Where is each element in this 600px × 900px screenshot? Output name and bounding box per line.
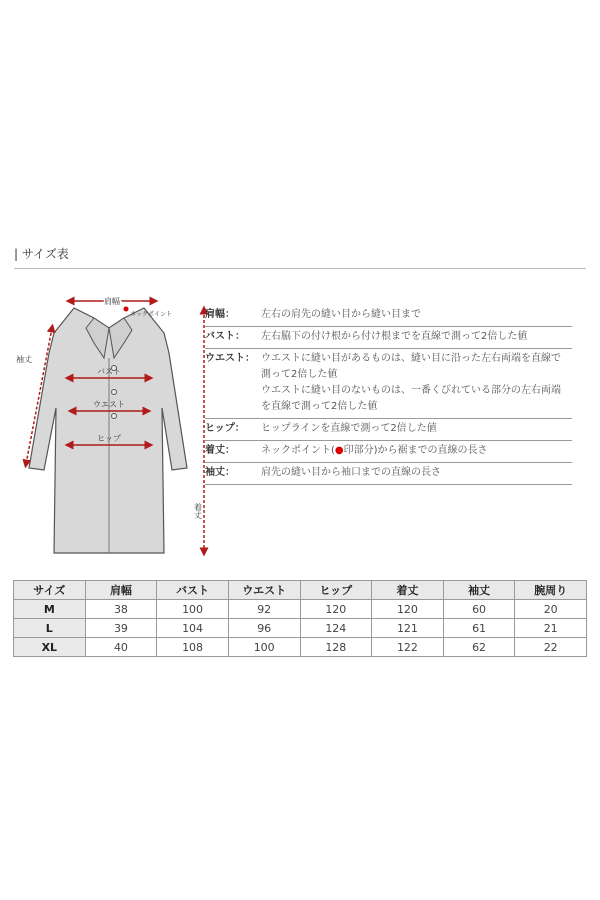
coat-illustration bbox=[29, 308, 187, 553]
red-dot-icon: ● bbox=[334, 445, 344, 456]
definition-line: を直線で測って2倍した値 bbox=[261, 401, 378, 412]
value-cell: 100 bbox=[157, 600, 229, 619]
title-divider bbox=[14, 268, 586, 269]
length-label: 着丈 bbox=[193, 503, 203, 519]
coat-diagram bbox=[14, 288, 210, 563]
definition-line: 測って2倍した値 bbox=[261, 369, 338, 380]
value-cell: 62 bbox=[443, 638, 515, 657]
definition-row bbox=[205, 463, 572, 485]
header-cell: サイズ bbox=[14, 581, 86, 600]
definition-term: 肩幅： bbox=[205, 309, 235, 320]
size-table-header bbox=[14, 581, 587, 600]
value-cell: 124 bbox=[300, 619, 372, 638]
definition-row bbox=[205, 327, 572, 349]
definition-text: 左右の肩先の縫い目から縫い目まで bbox=[261, 309, 421, 320]
value-cell: 96 bbox=[228, 619, 300, 638]
definition-term: ウエスト： bbox=[205, 353, 255, 364]
hip-label: ヒップ bbox=[97, 434, 121, 443]
size-cell: L bbox=[14, 619, 86, 638]
value-cell: 120 bbox=[300, 600, 372, 619]
definition-text: 左右脇下の付け根から付け根までを直線で測って2倍した値 bbox=[261, 331, 528, 342]
value-cell: 120 bbox=[372, 600, 444, 619]
definition-term: 着丈： bbox=[205, 445, 235, 456]
value-cell: 122 bbox=[372, 638, 444, 657]
neck-point-label: ネックポイント bbox=[130, 311, 173, 318]
value-cell: 22 bbox=[515, 638, 587, 657]
value-cell: 61 bbox=[443, 619, 515, 638]
value-cell: 38 bbox=[85, 600, 157, 619]
header-cell: 袖丈 bbox=[443, 581, 515, 600]
sleeve-label: 袖丈 bbox=[16, 355, 32, 364]
value-cell: 40 bbox=[85, 638, 157, 657]
definition-row bbox=[205, 305, 572, 327]
size-cell: XL bbox=[14, 638, 86, 657]
waist-label: ウエスト bbox=[93, 400, 125, 409]
header-cell: 腕周り bbox=[515, 581, 587, 600]
definition-row bbox=[205, 349, 572, 419]
value-cell: 21 bbox=[515, 619, 587, 638]
value-cell: 108 bbox=[157, 638, 229, 657]
value-cell: 92 bbox=[228, 600, 300, 619]
table-row bbox=[14, 638, 587, 657]
header-cell: ウエスト bbox=[228, 581, 300, 600]
definition-row bbox=[205, 441, 572, 463]
measurement-definitions bbox=[205, 305, 572, 485]
header-cell: 肩幅 bbox=[85, 581, 157, 600]
definition-text bbox=[261, 351, 572, 415]
section-title: | サイズ表 bbox=[14, 247, 69, 261]
table-row bbox=[14, 619, 587, 638]
definition-text-post: 印部分)から裾までの直線の長さ bbox=[343, 445, 488, 456]
header-cell: ヒップ bbox=[300, 581, 372, 600]
size-cell: M bbox=[14, 600, 86, 619]
bust-label: バスト bbox=[97, 367, 121, 376]
shoulder-label: 肩幅 bbox=[104, 297, 120, 306]
value-cell: 60 bbox=[443, 600, 515, 619]
value-cell: 20 bbox=[515, 600, 587, 619]
definition-text: ヒップラインを直線で測って2倍した値 bbox=[261, 423, 437, 434]
definition-term: 袖丈： bbox=[205, 467, 235, 478]
definition-row bbox=[205, 419, 572, 441]
size-table bbox=[13, 580, 587, 657]
definition-text-pre: ネックポイント( bbox=[261, 445, 335, 456]
value-cell: 100 bbox=[228, 638, 300, 657]
definition-term: ヒップ： bbox=[205, 423, 245, 434]
value-cell: 104 bbox=[157, 619, 229, 638]
header-cell: 着丈 bbox=[372, 581, 444, 600]
definition-text: 肩先の縫い目から袖口までの直線の長さ bbox=[261, 467, 441, 478]
value-cell: 121 bbox=[372, 619, 444, 638]
table-row bbox=[14, 600, 587, 619]
value-cell: 128 bbox=[300, 638, 372, 657]
value-cell: 39 bbox=[85, 619, 157, 638]
definition-line: ウエストに縫い目のないものは、一番くびれている部分の左右両端 bbox=[261, 385, 561, 396]
definition-line: ウエストに縫い目があるものは、縫い目に沿った左右両端を直線で bbox=[261, 353, 561, 364]
definition-term: バスト： bbox=[205, 331, 245, 342]
definition-text bbox=[261, 443, 572, 459]
header-cell: バスト bbox=[157, 581, 229, 600]
